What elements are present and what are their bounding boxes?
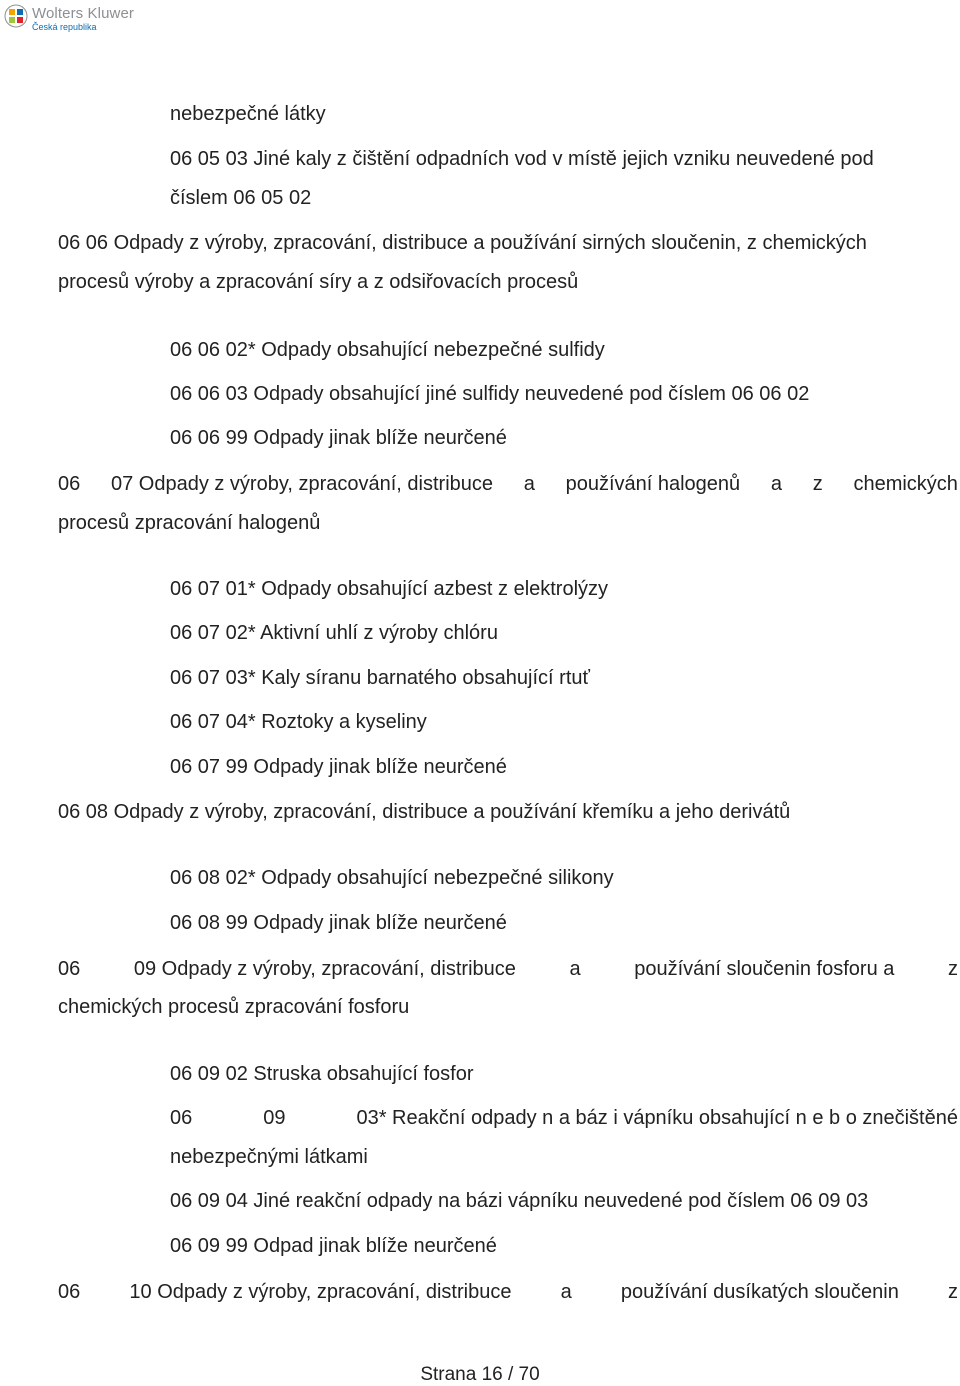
text-line: číslem 06 05 02 xyxy=(170,187,312,209)
word: a xyxy=(770,473,783,495)
word: 06 xyxy=(58,958,81,980)
text-line: 06 07 99 Odpady jinak blíže neurčené xyxy=(170,756,507,778)
text-line: 06 05 03 Jiné kaly z čištění odpadních vod v místě jejich vzniku neuvedené pod xyxy=(170,148,874,170)
word: 09 Odpady z výroby, zpracování, distribuce xyxy=(133,958,516,980)
text-line: 06 06 03 Odpady obsahující jiné sulfidy neuvedené pod číslem 06 06 02 xyxy=(170,383,810,405)
wolters-kluwer-logo-icon xyxy=(4,4,28,28)
word: a xyxy=(560,1281,572,1303)
section-heading xyxy=(58,472,958,496)
section-heading xyxy=(58,957,958,981)
text-line-continued: nebezpečnými látkami xyxy=(170,1146,368,1168)
text-line: 06 06 02* Odpady obsahující nebezpečné sulfidy xyxy=(170,339,605,361)
word: a xyxy=(569,958,581,980)
section-heading: 06 06 Odpady z výroby, zpracování, distribuce a používání sirných sloučenin, z chemických xyxy=(58,232,867,254)
section-heading-continued: procesů výroby a zpracování síry a z odsiřovacích procesů xyxy=(58,271,579,293)
text-line: 06 07 01* Odpady obsahující azbest z elektrolýzy xyxy=(170,578,609,600)
word: 10 Odpady z výroby, zpracování, distribuce xyxy=(129,1281,512,1303)
section-heading: 06 08 Odpady z výroby, zpracování, distribuce a používání křemíku a jeho derivátů xyxy=(58,801,791,823)
word: z xyxy=(948,1281,958,1303)
word: 06 xyxy=(58,473,81,495)
word: z xyxy=(812,473,823,495)
word: 06 xyxy=(170,1107,193,1129)
text-line: 06 09 02 Struska obsahující fosfor xyxy=(170,1063,474,1085)
text-line: nebezpečné látky xyxy=(170,103,326,125)
text-line: 06 07 02* Aktivní uhlí z výroby chlóru xyxy=(170,622,498,644)
text-line: 06 08 99 Odpady jinak blíže neurčené xyxy=(170,912,507,934)
word: z xyxy=(947,958,958,980)
word: chemických xyxy=(853,473,958,495)
word: 09 xyxy=(263,1107,286,1129)
word: a xyxy=(523,473,535,495)
section-heading-continued: procesů zpracování halogenů xyxy=(58,512,321,534)
word: používání sloučenin fosforu a xyxy=(634,958,895,980)
text-line: 06 09 99 Odpad jinak blíže neurčené xyxy=(170,1235,497,1257)
text-line: 06 07 03* Kaly síranu barnatého obsahující rtuť xyxy=(170,667,590,689)
word: používání dusíkatých sloučenin xyxy=(620,1281,899,1303)
brand-name: Wolters Kluwer xyxy=(32,5,134,22)
section-heading-continued: chemických procesů zpracování fosforu xyxy=(58,996,410,1018)
text-line: 06 06 99 Odpady jinak blíže neurčené xyxy=(170,427,507,449)
text-line: 06 07 04* Roztoky a kyseliny xyxy=(170,711,427,733)
text-line xyxy=(170,1106,958,1130)
word: používání halogenů xyxy=(565,473,741,495)
header-logo xyxy=(4,4,134,32)
text-line: 06 09 04 Jiné reakční odpady na bázi vápníku neuvedené pod číslem 06 09 03 xyxy=(170,1190,869,1212)
text-line: 06 08 02* Odpady obsahující nebezpečné silikony xyxy=(170,867,614,889)
section-heading xyxy=(58,1280,958,1304)
word: 06 xyxy=(58,1281,81,1303)
word: 07 Odpady z výroby, zpracování, distribuce xyxy=(110,473,494,495)
word: 03* Reakční odpady n a báz i vápníku obsahující n e b o znečištěné xyxy=(356,1107,958,1129)
page-number: Strana 16 / 70 xyxy=(420,1364,540,1385)
brand-subtitle: Česká republika xyxy=(32,22,97,32)
